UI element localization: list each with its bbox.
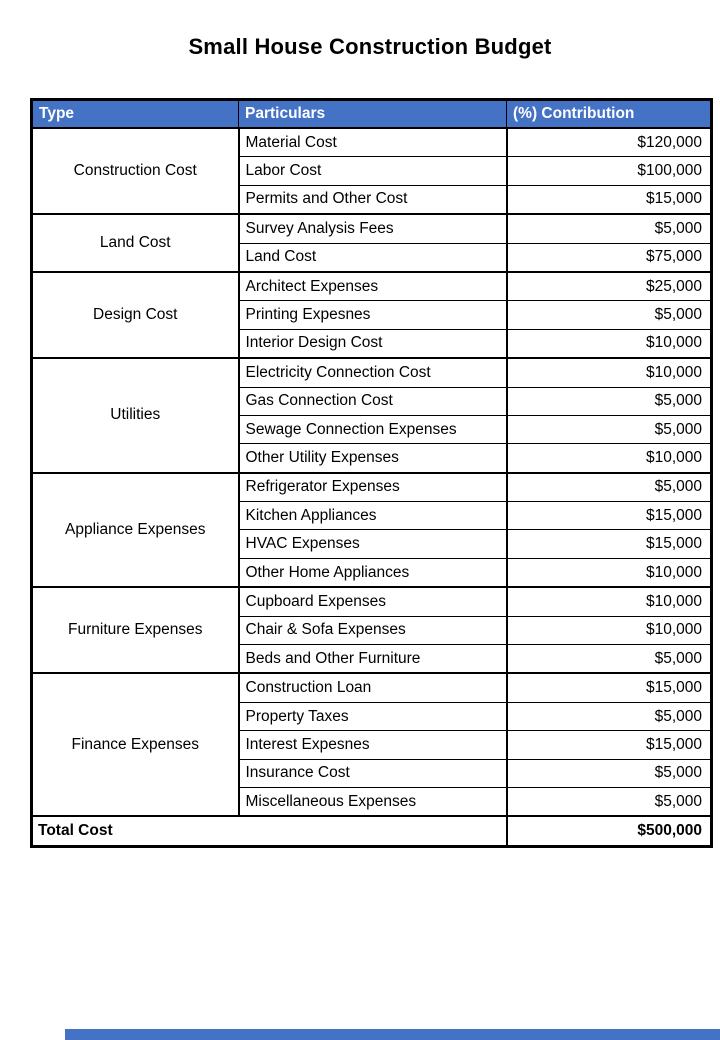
contribution-cell: $5,000: [507, 759, 712, 787]
budget-table: [30, 98, 713, 848]
particulars-cell: Chair & Sofa Expenses: [239, 616, 507, 644]
contribution-cell: $10,000: [507, 444, 712, 473]
column-header-contribution: (%) Contribution: [507, 100, 712, 129]
particulars-cell: Sewage Connection Expenses: [239, 415, 507, 443]
partial-next-table-header-bar: [65, 1029, 720, 1040]
table-row: [32, 473, 712, 502]
table-row: [32, 214, 712, 243]
table-row: [32, 587, 712, 616]
contribution-cell: $10,000: [507, 616, 712, 644]
particulars-cell: Beds and Other Furniture: [239, 645, 507, 674]
contribution-cell: $100,000: [507, 157, 712, 185]
particulars-cell: Land Cost: [239, 243, 507, 272]
particulars-cell: Other Home Appliances: [239, 558, 507, 587]
contribution-cell: $10,000: [507, 558, 712, 587]
type-cell: Appliance Expenses: [32, 473, 239, 588]
contribution-cell: $5,000: [507, 415, 712, 443]
table-header-row: [32, 100, 712, 129]
table-row: [32, 673, 712, 702]
particulars-cell: Electricity Connection Cost: [239, 358, 507, 387]
page-title: Small House Construction Budget: [188, 34, 552, 59]
column-header-particulars: Particulars: [239, 100, 507, 129]
table-row: [32, 128, 712, 157]
table-body: [32, 128, 712, 816]
particulars-cell: Kitchen Appliances: [239, 502, 507, 530]
particulars-cell: Other Utility Expenses: [239, 444, 507, 473]
type-cell: Finance Expenses: [32, 673, 239, 816]
type-cell: Land Cost: [32, 214, 239, 272]
contribution-cell: $5,000: [507, 702, 712, 730]
contribution-cell: $5,000: [507, 787, 712, 816]
contribution-cell: $120,000: [507, 128, 712, 157]
contribution-cell: $5,000: [507, 473, 712, 502]
table-row: [32, 272, 712, 301]
type-cell: Design Cost: [32, 272, 239, 358]
total-row: [32, 816, 712, 846]
particulars-cell: Labor Cost: [239, 157, 507, 185]
table-row: [32, 358, 712, 387]
contribution-cell: $5,000: [507, 301, 712, 329]
contribution-cell: $5,000: [507, 214, 712, 243]
particulars-cell: Interior Design Cost: [239, 329, 507, 358]
contribution-cell: $75,000: [507, 243, 712, 272]
contribution-cell: $15,000: [507, 185, 712, 214]
particulars-cell: Permits and Other Cost: [239, 185, 507, 214]
contribution-cell: $10,000: [507, 329, 712, 358]
contribution-cell: $10,000: [507, 587, 712, 616]
particulars-cell: Interest Expesnes: [239, 731, 507, 759]
particulars-cell: Miscellaneous Expenses: [239, 787, 507, 816]
particulars-cell: Printing Expesnes: [239, 301, 507, 329]
type-cell: Furniture Expenses: [32, 587, 239, 673]
contribution-cell: $10,000: [507, 358, 712, 387]
particulars-cell: HVAC Expenses: [239, 530, 507, 558]
particulars-cell: Construction Loan: [239, 673, 507, 702]
contribution-cell: $15,000: [507, 673, 712, 702]
type-cell: Utilities: [32, 358, 239, 473]
total-label: Total Cost: [32, 816, 507, 846]
contribution-cell: $15,000: [507, 530, 712, 558]
contribution-cell: $5,000: [507, 645, 712, 674]
particulars-cell: Survey Analysis Fees: [239, 214, 507, 243]
particulars-cell: Insurance Cost: [239, 759, 507, 787]
particulars-cell: Material Cost: [239, 128, 507, 157]
particulars-cell: Architect Expenses: [239, 272, 507, 301]
particulars-cell: Gas Connection Cost: [239, 387, 507, 415]
column-header-type: Type: [32, 100, 239, 129]
contribution-cell: $15,000: [507, 731, 712, 759]
particulars-cell: Cupboard Expenses: [239, 587, 507, 616]
contribution-cell: $5,000: [507, 387, 712, 415]
type-cell: Construction Cost: [32, 128, 239, 214]
total-value: $500,000: [507, 816, 712, 846]
contribution-cell: $15,000: [507, 502, 712, 530]
contribution-cell: $25,000: [507, 272, 712, 301]
particulars-cell: Property Taxes: [239, 702, 507, 730]
particulars-cell: Refrigerator Expenses: [239, 473, 507, 502]
